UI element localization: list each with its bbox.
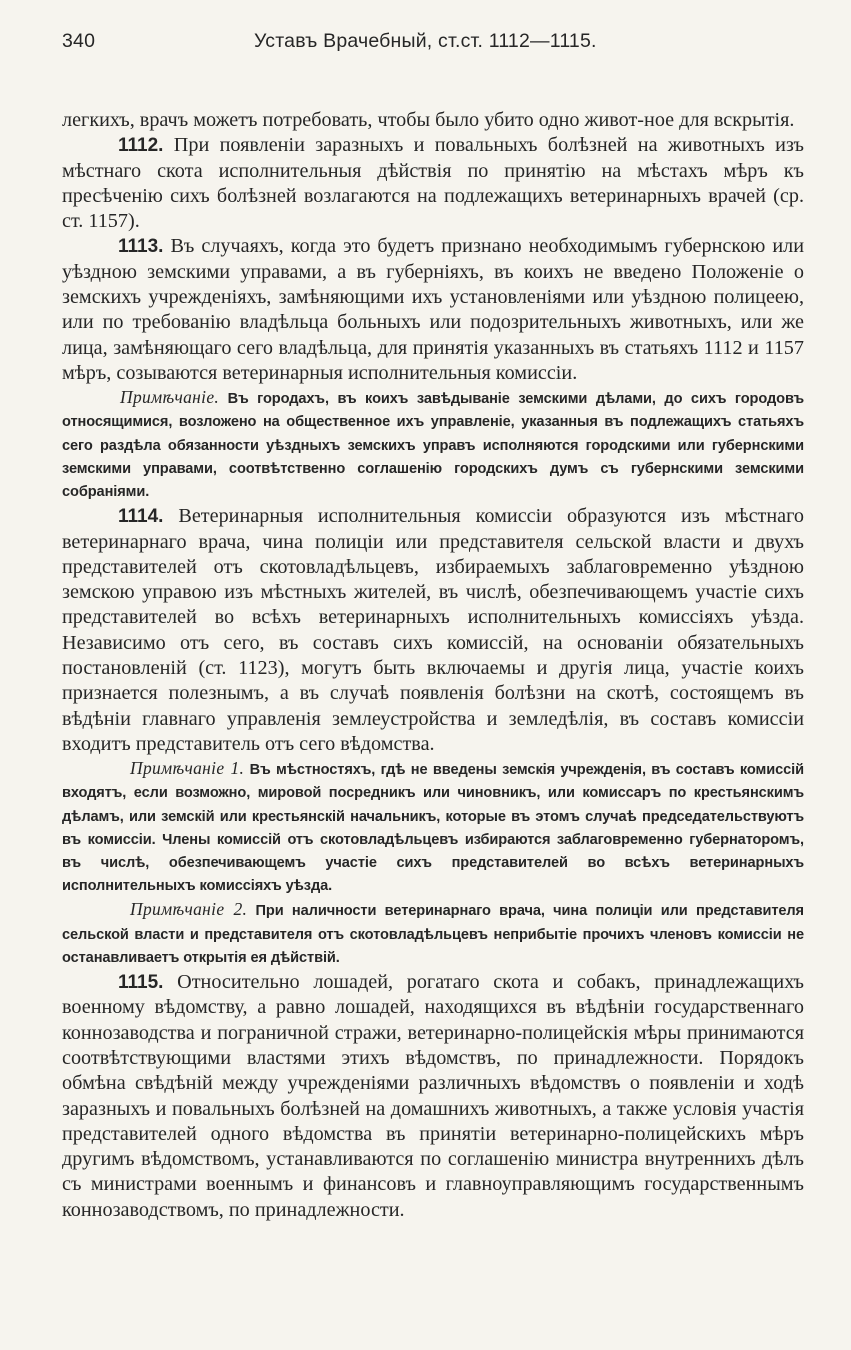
article-number: 1114. xyxy=(118,506,164,528)
article-number: 1112. xyxy=(118,135,164,157)
article-1114-note-2 xyxy=(62,898,804,970)
running-title: Уставъ Врачебный, ст.ст. 1112—1115. xyxy=(254,30,597,52)
book-page xyxy=(62,30,804,1223)
article-1113 xyxy=(62,234,804,386)
article-text: Ветеринарныя исполнительныя комиссіи образуются изъ мѣстнаго ветеринарнаго врача, чина полиціи или представителя сельской власти и двухъ представителей отъ скотовладѣльцевъ, избираемыхъ заблаговременно уѣздною земскою управою изъ мѣстныхъ жителей, въ числѣ, обезпечивающемъ участіе сихъ представителей во всѣхъ ветеринарныхъ исполнительныхъ комиссіяхъ уѣзда. Независимо отъ сего, въ составъ сихъ комиссій, на основаніи обязательныхъ постановленій (ст. 1123), могутъ быть включаемы и другія лица, участіе коихъ признается полезнымъ, а въ случаѣ появленія болѣзни на скотѣ, состоящемъ въ вѣдѣніи главнаго управленія землеустройства и земледѣлія, въ составъ комиссіи входитъ представитель отъ сего вѣдомства. xyxy=(62,505,804,755)
article-number: 1115. xyxy=(118,972,164,994)
note-text: При наличности ветеринарнаго врача, чина полиціи или представителя сельской власти и представителя отъ скотовладѣльцевъ неприбытіе прочихъ членовъ комиссіи не останавливаетъ открытія ея дѣйствій. xyxy=(62,903,804,966)
article-text: При появленіи заразныхъ и повальныхъ болѣзней на животныхъ изъ мѣстнаго скота исполнительныя дѣйствія по принятію на мѣстахъ мѣръ къ пресѣченію сихъ болѣзней возлагаются на подлежащихъ ветеринарныхъ врачей (ср. ст. 1157). xyxy=(62,134,804,233)
page-body xyxy=(62,108,804,1223)
paragraph-text: легкихъ, врачъ можетъ потребовать, чтобы было убито одно живот-ное для вскрытія. xyxy=(62,109,795,131)
article-number: 1113. xyxy=(118,236,164,258)
article-1114-note-1 xyxy=(62,757,804,898)
note-label: Примѣчаніе 1. xyxy=(130,758,245,779)
page-header xyxy=(62,30,804,66)
article-1115 xyxy=(62,970,804,1223)
article-text: Относительно лошадей, рогатаго скота и собакъ, принадлежащихъ военному вѣдомству, а равно лошадей, находящихся въ вѣдѣніи государственнаго коннозаводства и пограничной стражи, ветеринарно-полицейскія мѣры принимаются соотвѣтствующими властями этихъ вѣдомствъ, по принадлежности. Порядокъ обмѣна свѣдѣній между учрежденіями различныхъ вѣдомствъ о появленіи и ходѣ заразныхъ и повальныхъ болѣзней на домашнихъ животныхъ, а также условія участія представителей одного вѣдомства въ принятіи ветеринарно-полицейскихъ мѣръ другимъ вѣдомствомъ, устанавливаются по соглашенію министра внутреннихъ дѣлъ съ министрами военнымъ и финансовъ и главноуправляющимъ государственнымъ коннозаводствомъ, по принадлежности. xyxy=(62,971,804,1221)
note-text: Въ мѣстностяхъ, гдѣ не введены земскія учрежденія, въ составъ комиссій входятъ, если возможно, мировой посредникъ или чиновникъ, или комиссаръ по крестьянскимъ дѣламъ, или земскій или крестьянскій начальникъ, которые въ этомъ случаѣ председательствуютъ въ комиссіи. Члены комиссій отъ скотовладѣльцевъ избираются заблаговременно губернаторомъ, въ числѣ, обезпечивающемъ участіе сихъ представителей во всѣхъ ветеринарныхъ исполнительныхъ комиссіяхъ уѣзда. xyxy=(62,762,804,895)
article-text: Въ случаяхъ, когда это будетъ признано необходимымъ губернскою или уѣздною земскими управами, а въ губерніяхъ, въ коихъ не введено Положеніе о земскихъ учрежденіяхъ, замѣняющими ихъ установленіями или уѣздною полицеею, или по требованію владѣльца больныхъ или подозрительныхъ животныхъ, или же лица, замѣняющаго сего владѣльца, для принятія указанныхъ въ статьяхъ 1112 и 1157 мѣръ, созываются ветеринарныя исполнительныя комиссіи. xyxy=(62,235,805,384)
article-1113-note xyxy=(62,386,804,504)
page-number: 340 xyxy=(62,30,96,52)
article-1112 xyxy=(62,133,804,234)
article-1114 xyxy=(62,504,804,757)
continued-paragraph xyxy=(62,108,804,133)
note-label: Примѣчаніе 2. xyxy=(130,899,248,920)
note-text: Въ городахъ, въ коихъ завѣдываніе земскими дѣлами, до сихъ городовъ относящимися, возложено на общественное ихъ управленіе, указанныя въ подлежащихъ статьяхъ сего раздѣла обязанности уѣздныхъ земскихъ управъ исполняются городскими или губернскими земскими управами, соотвѣтственно соглашенію городскихъ думъ съ губернскими земскими собраніями. xyxy=(62,391,804,501)
note-label: Примѣчаніе. xyxy=(120,387,220,408)
